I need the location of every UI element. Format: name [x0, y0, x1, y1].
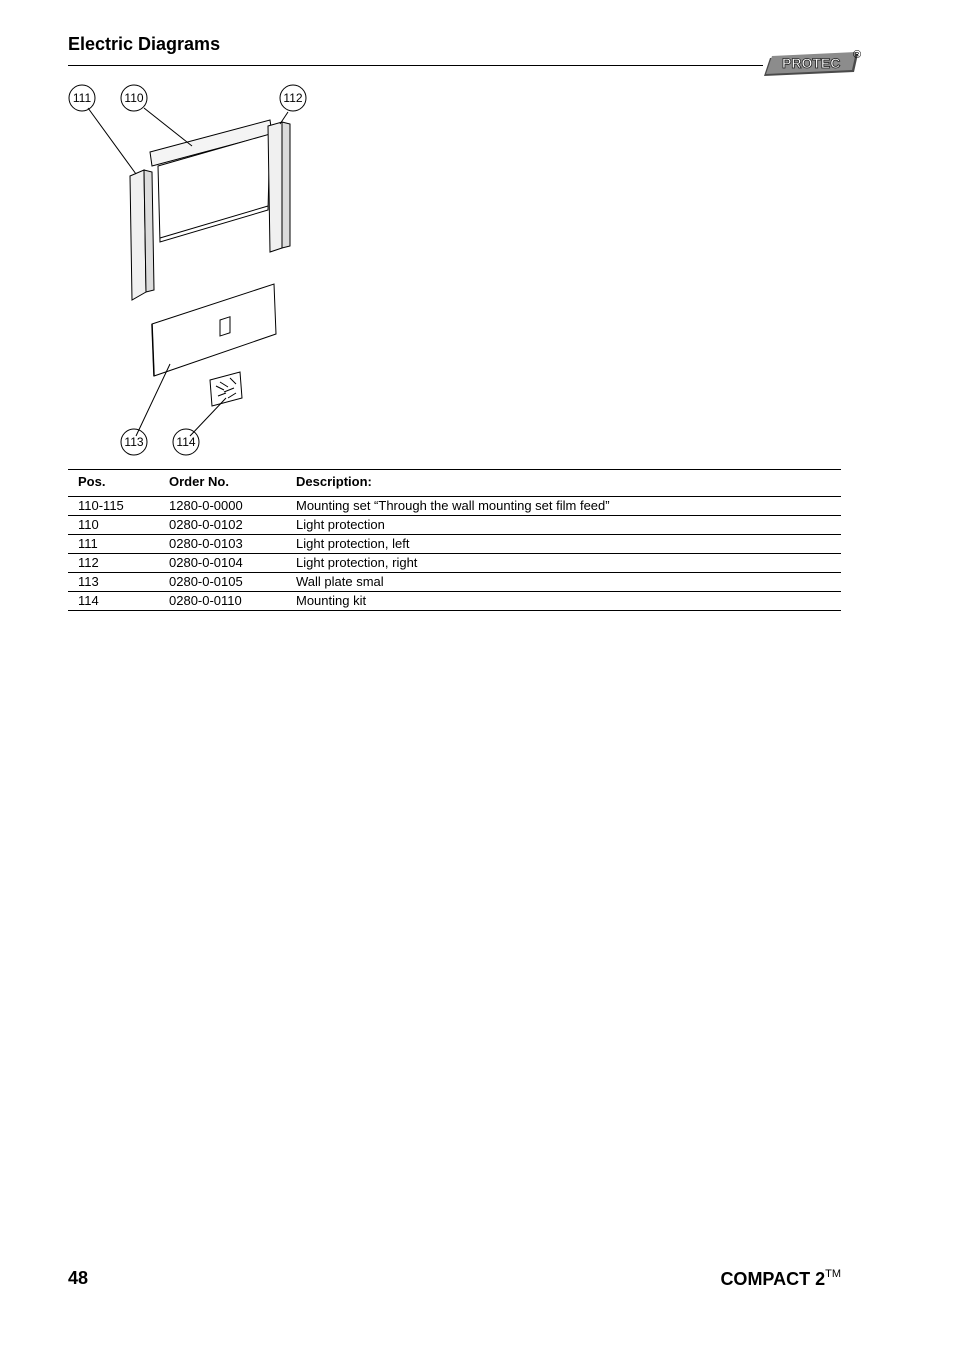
order-no-cell: 0280-0-0110	[169, 592, 296, 611]
description-cell: Light protection	[296, 516, 841, 535]
logo-text: PROTEC	[782, 55, 841, 71]
column-header-pos: Pos.	[68, 470, 169, 497]
product-name-text: COMPACT 2	[720, 1269, 826, 1289]
callout-112: 112	[283, 91, 303, 105]
table-header-row	[68, 470, 841, 497]
order-no-cell: 1280-0-0000	[169, 497, 296, 516]
description-cell: Light protection, left	[296, 535, 841, 554]
callout-114: 114	[176, 435, 196, 449]
description-cell: Mounting set “Through the wall mounting set film feed”	[296, 497, 841, 516]
pos-cell: 111	[68, 535, 169, 554]
table-row	[68, 554, 841, 573]
product-name	[720, 1268, 841, 1290]
protec-logo	[760, 44, 870, 80]
callout-113: 113	[124, 435, 144, 449]
table-row	[68, 573, 841, 592]
table-row	[68, 592, 841, 611]
pos-cell: 110-115	[68, 497, 169, 516]
table-row	[68, 535, 841, 554]
pos-cell: 112	[68, 554, 169, 573]
table-row	[68, 516, 841, 535]
callout-110: 110	[124, 91, 144, 105]
description-cell: Mounting kit	[296, 592, 841, 611]
order-no-cell: 0280-0-0103	[169, 535, 296, 554]
page-title: Electric Diagrams	[68, 34, 221, 54]
column-header-description: Description:	[296, 470, 841, 497]
trademark-mark: TM	[825, 1268, 841, 1280]
header-divider	[68, 65, 763, 66]
column-header-order-no: Order No.	[169, 470, 296, 497]
order-no-cell: 0280-0-0104	[169, 554, 296, 573]
order-no-cell: 0280-0-0102	[169, 516, 296, 535]
description-cell: Wall plate smal	[296, 573, 841, 592]
description-cell: Light protection, right	[296, 554, 841, 573]
parts-table	[68, 469, 841, 611]
pos-cell: 113	[68, 573, 169, 592]
page-number: 48	[68, 1268, 89, 1288]
order-no-cell: 0280-0-0105	[169, 573, 296, 592]
callout-111: 111	[72, 91, 92, 105]
pos-cell: 114	[68, 592, 169, 611]
pos-cell: 110	[68, 516, 169, 535]
exploded-parts-diagram	[60, 80, 320, 465]
table-row	[68, 497, 841, 516]
logo-registered-mark: ®	[853, 49, 862, 61]
